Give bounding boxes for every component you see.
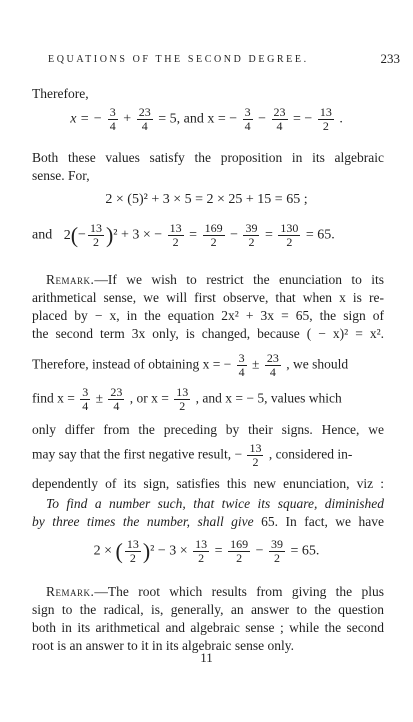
remark-label: Remark. — [46, 584, 95, 599]
text-line: root is an answer to it in its algebraic sense only. — [32, 638, 294, 653]
fraction: $\frac{23}{4}$ — [266, 351, 279, 379]
text-line: only differ from the preceding by their signs. Hence, we — [32, 422, 384, 437]
fraction: $\frac{130}{2}$ — [280, 221, 299, 249]
fraction: $\frac{169}{2}$ — [230, 537, 249, 565]
equation: 2 × (5)² + 3 × 5 = 2 × 25 + 15 = 65 ; — [105, 192, 308, 207]
header-title: EQUATIONS OF THE SECOND DEGREE. — [48, 54, 309, 65]
equation: Therefore, instead of obtaining x = − $\frac{3}{4}$ ± $\frac{23}{4}$ , we should — [32, 351, 349, 379]
text-line: sign to the radical, is, generally, an answer to the question — [32, 602, 384, 617]
text-line: arithmetical sense, we will first observe, that when x is re- — [32, 290, 384, 305]
fraction: $\frac{13}{2}$ — [89, 221, 102, 249]
equation: may say that the first negative result, − $\frac{13}{2}$ , considered in- — [32, 441, 353, 469]
equation: x = − $\frac{3}{4}$ + $\frac{23}{4}$ = 5, and x = − $\frac{3}{4}$ − $\frac{23}{4}$ = − $\frac{13}{2}$ . — [70, 105, 343, 133]
fraction: $\frac{13}{2}$ — [249, 441, 262, 469]
page-number: 233 — [380, 51, 400, 66]
fraction: $\frac{13}{2}$ — [126, 537, 139, 565]
signature-mark: 11 — [200, 650, 213, 665]
fraction: $\frac{13}{2}$ — [169, 221, 182, 249]
remark-line: Remark.—The root which results from giving the plus — [46, 584, 384, 599]
running-header — [48, 51, 400, 66]
fraction: $\frac{23}{4}$ — [110, 385, 123, 413]
fraction: $\frac{13}{2}$ — [319, 105, 332, 133]
fraction: $\frac{23}{4}$ — [138, 105, 151, 133]
fraction: $\frac{23}{4}$ — [273, 105, 286, 133]
equation: and 2(− $\frac{13}{2}$ )² + 3 × − $\frac{13}{2}$ = $\frac{169}{2}$ − $\frac{39}{2}$ = $\frac{130}{2}$ = 65. — [32, 221, 335, 249]
italic-statement: To find a number such, that twice its square, diminished — [46, 496, 384, 511]
equation: find x = $\frac{3}{4}$ ± $\frac{23}{4}$ , or x = $\frac{13}{2}$ , and x = − 5, values which — [32, 385, 342, 413]
text-line: placed by − x, in the equation 2x² + 3x = 65, the sign of — [32, 308, 384, 323]
fraction: $\frac{13}{2}$ — [195, 537, 208, 565]
fraction: $\frac{39}{2}$ — [245, 221, 258, 249]
fraction: $\frac{169}{2}$ — [204, 221, 223, 249]
fraction: $\frac{3}{4}$ — [244, 105, 251, 133]
fraction: $\frac{3}{4}$ — [238, 351, 245, 379]
text-line: the second term 3x only, is changed, because ( − x)² = x². — [32, 326, 384, 341]
remark-line: Remark.—If we wish to restrict the enunciation to its — [46, 272, 384, 287]
fraction: $\frac{39}{2}$ — [270, 537, 283, 565]
text-line: sense. For, — [32, 168, 90, 183]
fraction: $\frac{3}{4}$ — [82, 385, 89, 413]
fraction: $\frac{3}{4}$ — [109, 105, 116, 133]
remark-label: Remark. — [46, 272, 95, 287]
text-line: Both these values satisfy the proposition in its algebraic — [32, 150, 384, 165]
text-line: Therefore, — [32, 86, 89, 101]
fraction: $\frac{13}{2}$ — [176, 385, 189, 413]
text-line: both in its arithmetical and algebraic sense ; while the second — [32, 620, 384, 635]
text-line: dependently of its sign, satisfies this new enunciation, viz : — [32, 476, 384, 491]
text-line: by three times the number, shall give 65. In fact, we have — [32, 514, 384, 529]
equation: 2 × ( $\frac{13}{2}$ )² − 3 × $\frac{13}{2}$ = $\frac{169}{2}$ − $\frac{39}{2}$ = 65. — [93, 537, 320, 565]
